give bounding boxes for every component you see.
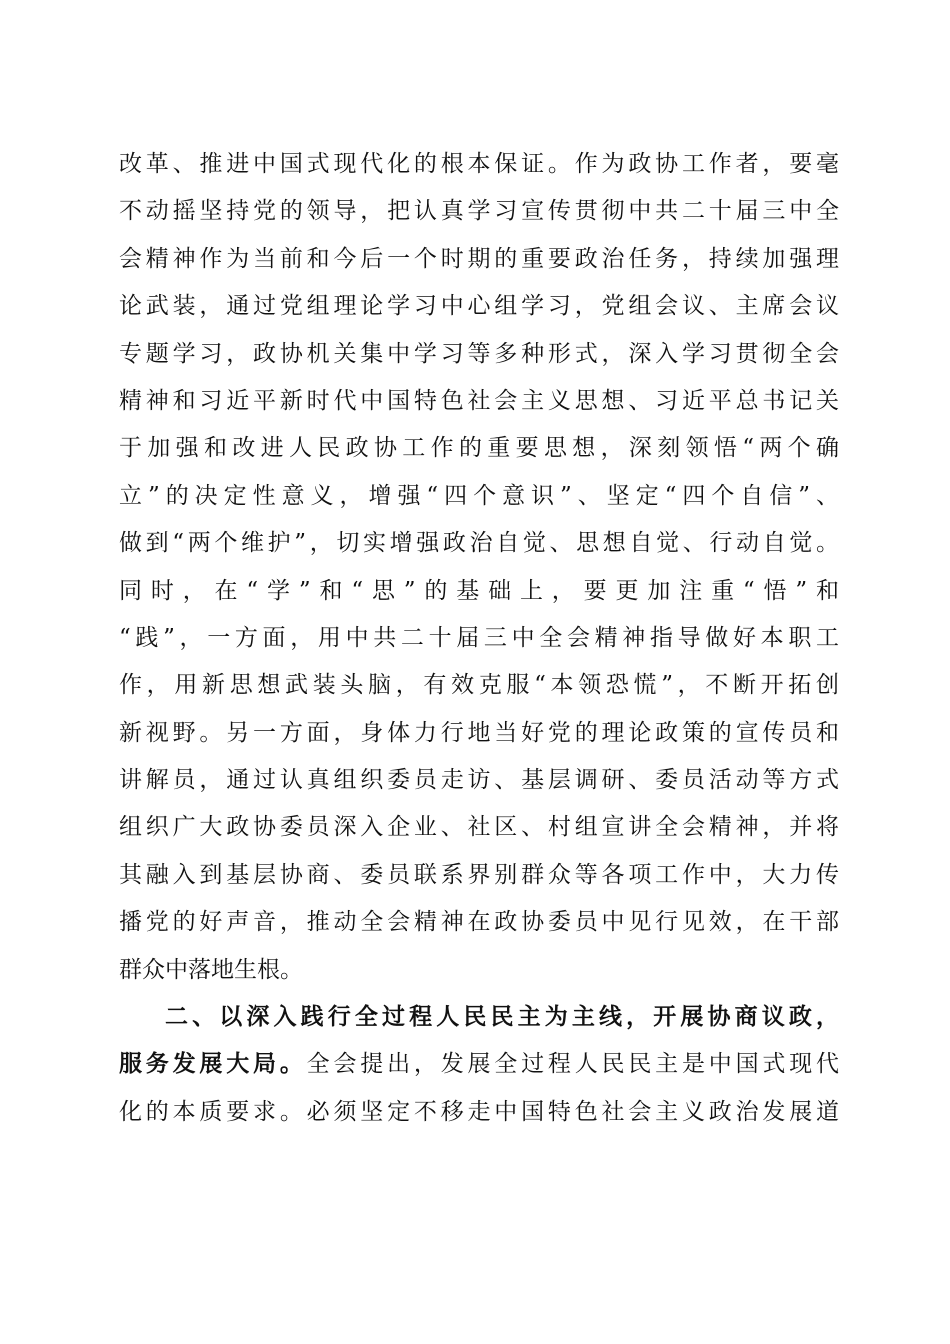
body-line-17: 播党的好声音，推动全会精神在政协委员中见行见效，在干部 (119, 909, 839, 936)
section-heading-tail: 服务发展大局。 (119, 1051, 307, 1078)
body-line-12: 作，用新思想武装头脑，有效克服“本领恐慌”，不断开拓创 (119, 672, 839, 699)
body-line-8: 立”的决定性意义，增强“四个意识”、坚定“四个自信”、 (119, 482, 839, 509)
body-line-11: “践”，一方面，用中共二十届三中全会精神指导做好本职工 (119, 624, 839, 651)
body-line-18: 群众中落地生根。 (119, 956, 303, 983)
document-body (119, 141, 839, 1136)
section-line-2 (119, 1041, 839, 1088)
body-line-1: 改革、推进中国式现代化的根本保证。作为政协工作者，要毫 (119, 151, 839, 177)
body-line-16: 其融入到基层协商、委员联系界别群众等各项工作中，大力传 (119, 861, 839, 888)
body-line-14: 讲解员，通过认真组织委员走访、基层调研、委员活动等方式 (119, 767, 839, 794)
body-line-3: 会精神作为当前和今后一个时期的重要政治任务，持续加强理 (119, 245, 839, 272)
body-line-6: 精神和习近平新时代中国特色社会主义思想、习近平总书记关 (119, 387, 839, 414)
body-line-7: 于加强和改进人民政协工作的重要思想，深刻领悟“两个确 (119, 435, 839, 462)
body-line-4: 论武装，通过党组理论学习中心组学习，党组会议、主席会议 (119, 293, 839, 320)
body-line-9: 做到“两个维护”，切实增强政治自觉、思想自觉、行动自觉。 (119, 530, 839, 557)
body-line-5: 专题学习，政协机关集中学习等多种形式，深入学习贯彻全会 (119, 340, 839, 367)
section-line-3: 化的本质要求。必须坚定不移走中国特色社会主义政治发展道 (119, 1098, 839, 1125)
body-line-13: 新视野。另一方面，身体力行地当好党的理论政策的宣传员和 (119, 719, 839, 746)
body-line-2: 不动摇坚持党的领导，把认真学习宣传贯彻中共二十届三中全 (119, 198, 839, 225)
section-heading-line: 二、以深入践行全过程人民民主为主线，开展协商议政， (165, 1004, 839, 1031)
section-line-2-text: 全会提出，发展全过程人民民主是中国式现代 (306, 1051, 840, 1078)
body-line-15: 组织广大政协委员深入企业、社区、村组宣讲全会精神，并将 (119, 814, 839, 841)
body-line-10: 同时，在“学”和“思”的基础上，要更加注重“悟”和 (119, 577, 839, 604)
